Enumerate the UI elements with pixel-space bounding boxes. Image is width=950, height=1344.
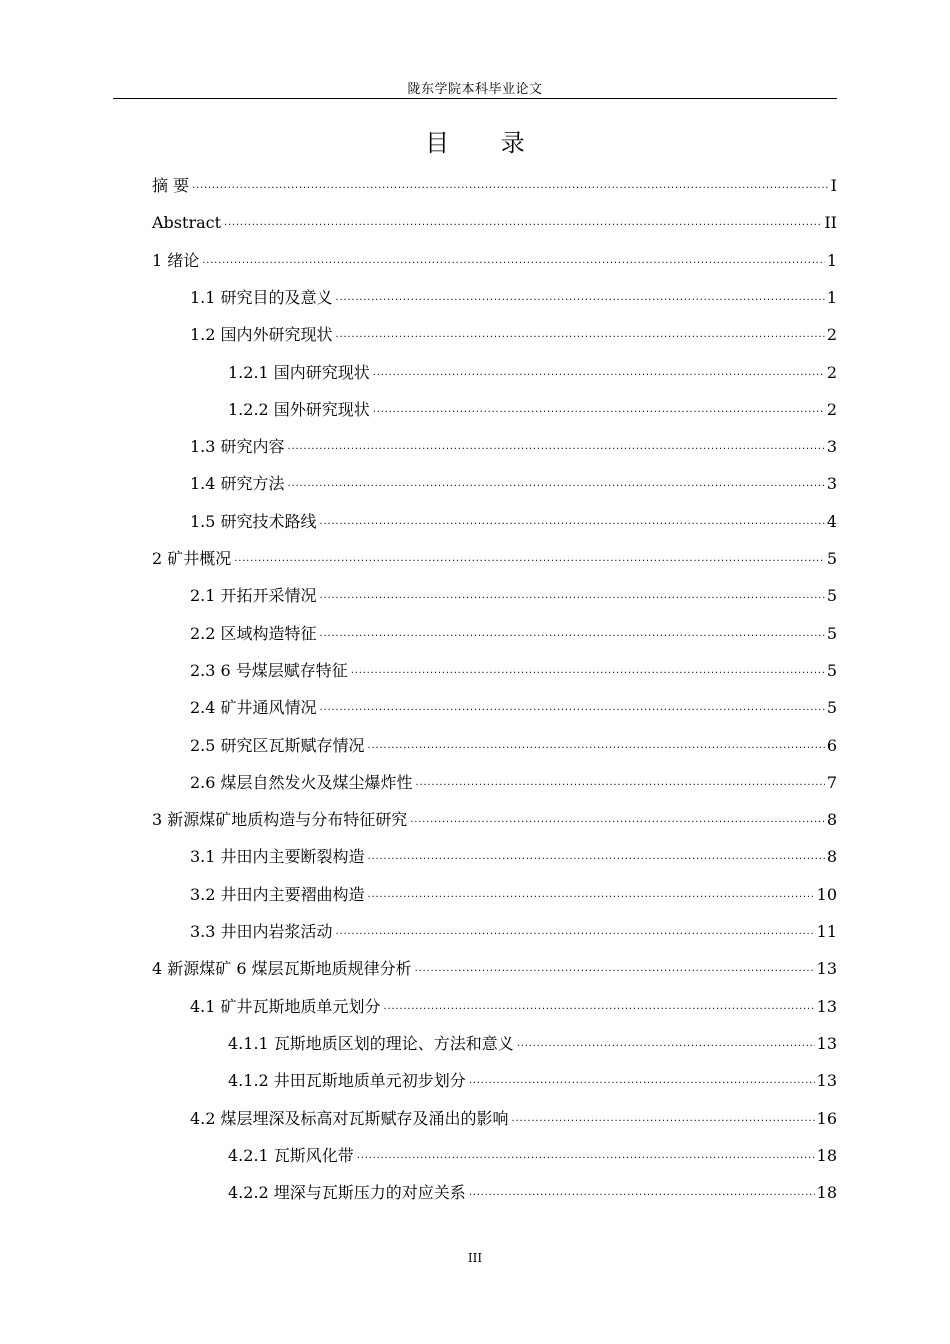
toc-entry-label: 4.1 矿井瓦斯地质单元划分: [190, 997, 381, 1016]
toc-dot-leader: [410, 810, 825, 830]
toc-dot-leader: [357, 1146, 815, 1166]
toc-entry-page: 10: [816, 885, 837, 904]
toc-entry[interactable]: [190, 698, 837, 718]
toc-entry-label: 3 新源煤矿地质构造与分布特征研究: [152, 810, 408, 829]
toc-entry-page: 18: [816, 1183, 837, 1202]
toc-entry-page: 3: [826, 437, 837, 456]
toc-entry-label: 4.2.1 瓦斯风化带: [228, 1146, 354, 1165]
toc-dot-leader: [320, 586, 825, 606]
toc-entry[interactable]: [152, 176, 837, 196]
toc-dot-leader: [202, 251, 825, 271]
toc-entry-page: 13: [816, 997, 837, 1016]
toc-entry-label: 摘 要: [152, 176, 190, 195]
toc-dot-leader: [192, 176, 829, 196]
toc-entry-label: 1.3 研究内容: [190, 437, 285, 456]
toc-entry-page: 11: [816, 922, 837, 941]
toc-entry[interactable]: [152, 959, 837, 979]
toc-entry-page: 1: [826, 251, 837, 270]
toc-entry[interactable]: [190, 288, 837, 308]
toc-entry-page: 5: [826, 698, 837, 717]
toc-entry[interactable]: [190, 997, 837, 1017]
toc-dot-leader: [368, 736, 825, 756]
toc-entry-label: 2.6 煤层自然发火及煤尘爆炸性: [190, 773, 413, 792]
toc-dot-leader: [373, 400, 825, 420]
toc-entry-label: 2.1 开拓开采情况: [190, 586, 317, 605]
toc-entry-label: 3.3 井田内岩浆活动: [190, 922, 333, 941]
toc-entry-page: 13: [816, 959, 837, 978]
toc-entry-label: 2.2 区域构造特征: [190, 624, 317, 643]
toc-entry-page: 13: [816, 1071, 837, 1090]
toc-entry-page: 5: [826, 549, 837, 568]
toc-entry-label: 1.2.1 国内研究现状: [228, 363, 370, 382]
toc-dot-leader: [234, 549, 825, 569]
toc-entry-label: Abstract: [152, 213, 222, 232]
toc-entry-label: 1.1 研究目的及意义: [190, 288, 333, 307]
toc-entry-page: 8: [826, 810, 837, 829]
toc-entry-label: 4.1.1 瓦斯地质区划的理论、方法和意义: [228, 1034, 514, 1053]
toc-dot-leader: [512, 1109, 815, 1129]
toc-entry[interactable]: [190, 1109, 837, 1129]
toc-entry-label: 1.4 研究方法: [190, 474, 285, 493]
toc-entry-label: 4.2 煤层埋深及标高对瓦斯赋存及涌出的影响: [190, 1109, 509, 1128]
toc-entry[interactable]: [190, 661, 837, 681]
toc-entry-label: 3.1 井田内主要断裂构造: [190, 847, 365, 866]
toc-entry[interactable]: [228, 1071, 837, 1091]
toc-entry-label: 4 新源煤矿 6 煤层瓦斯地质规律分析: [152, 959, 412, 978]
toc-dot-leader: [368, 885, 815, 905]
toc-entry-page: 6: [826, 736, 837, 755]
toc-dot-leader: [416, 773, 825, 793]
header-rule: [113, 98, 837, 99]
toc-entry-page: 5: [826, 624, 837, 643]
toc-entry[interactable]: [190, 885, 837, 905]
toc-dot-leader: [224, 213, 822, 233]
toc-entry[interactable]: [152, 549, 837, 569]
toc-entry-label: 1.2.2 国外研究现状: [228, 400, 370, 419]
toc-entry-page: 2: [826, 325, 837, 344]
toc-entry-page: 8: [826, 847, 837, 866]
toc-entry-page: 4: [826, 512, 837, 531]
toc-entry[interactable]: [228, 363, 837, 383]
toc-entry-page: 5: [826, 661, 837, 680]
toc-entry-page: II: [824, 213, 837, 232]
toc-dot-leader: [351, 661, 825, 681]
toc-dot-leader: [517, 1034, 815, 1054]
page-number: III: [467, 1251, 483, 1265]
toc-dot-leader: [384, 997, 815, 1017]
toc-dot-leader: [336, 325, 825, 345]
toc-entry[interactable]: [228, 1183, 837, 1203]
toc-entry-page: 1: [826, 288, 837, 307]
toc-dot-leader: [373, 363, 825, 383]
toc-entry[interactable]: [228, 1034, 837, 1054]
toc-entry-label: 4.1.2 井田瓦斯地质单元初步划分: [228, 1071, 466, 1090]
toc-dot-leader: [469, 1071, 815, 1091]
toc-entry[interactable]: [152, 810, 837, 830]
toc-entry-label: 1.5 研究技术路线: [190, 512, 317, 531]
toc-entry-page: 7: [826, 773, 837, 792]
toc-entry-page: 3: [826, 474, 837, 493]
toc-entry[interactable]: [190, 437, 837, 457]
running-header: 陇东学院本科毕业论文: [407, 82, 543, 97]
toc-entry-label: 1.2 国内外研究现状: [190, 325, 333, 344]
toc-entry-page: 18: [816, 1146, 837, 1165]
toc-entry-label: 2.3 6 号煤层赋存特征: [190, 661, 348, 680]
toc-entry-label: 4.2.2 埋深与瓦斯压力的对应关系: [228, 1183, 466, 1202]
toc-dot-leader: [368, 847, 825, 867]
toc-entry[interactable]: [190, 512, 837, 532]
toc-entry[interactable]: [190, 586, 837, 606]
toc-entry[interactable]: [152, 251, 837, 271]
toc-entry-label: 2.4 矿井通风情况: [190, 698, 317, 717]
toc-entry-label: 1 绪论: [152, 251, 200, 270]
toc-entry[interactable]: [190, 325, 837, 345]
toc-entry-page: 16: [816, 1109, 837, 1128]
toc-entry[interactable]: [228, 400, 837, 420]
toc-entry-label: 2.5 研究区瓦斯赋存情况: [190, 736, 365, 755]
toc-entry[interactable]: [190, 474, 837, 494]
toc-dot-leader: [469, 1183, 815, 1203]
toc-entry[interactable]: [152, 213, 837, 233]
toc-entry-label: 3.2 井田内主要褶曲构造: [190, 885, 365, 904]
toc-dot-leader: [336, 922, 815, 942]
toc-entry-page: 13: [816, 1034, 837, 1053]
toc-entry-page: 2: [826, 400, 837, 419]
toc-dot-leader: [320, 698, 825, 718]
toc-entry[interactable]: [190, 922, 837, 942]
toc-dot-leader: [415, 959, 815, 979]
toc-entry[interactable]: [190, 847, 837, 867]
toc-entry[interactable]: [190, 736, 837, 756]
toc-entry[interactable]: [228, 1146, 837, 1166]
toc-entry-label: 2 矿井概况: [152, 549, 232, 568]
toc-dot-leader: [320, 624, 825, 644]
toc-entry[interactable]: [190, 624, 837, 644]
toc-entry-page: 2: [826, 363, 837, 382]
toc-entry-page: 5: [826, 586, 837, 605]
page-title: 目 录: [425, 129, 547, 157]
toc-dot-leader: [320, 512, 825, 532]
toc-dot-leader: [288, 437, 825, 457]
toc-dot-leader: [288, 474, 825, 494]
toc-entry-page: I: [830, 176, 837, 195]
toc-entry[interactable]: [190, 773, 837, 793]
toc-dot-leader: [336, 288, 825, 308]
